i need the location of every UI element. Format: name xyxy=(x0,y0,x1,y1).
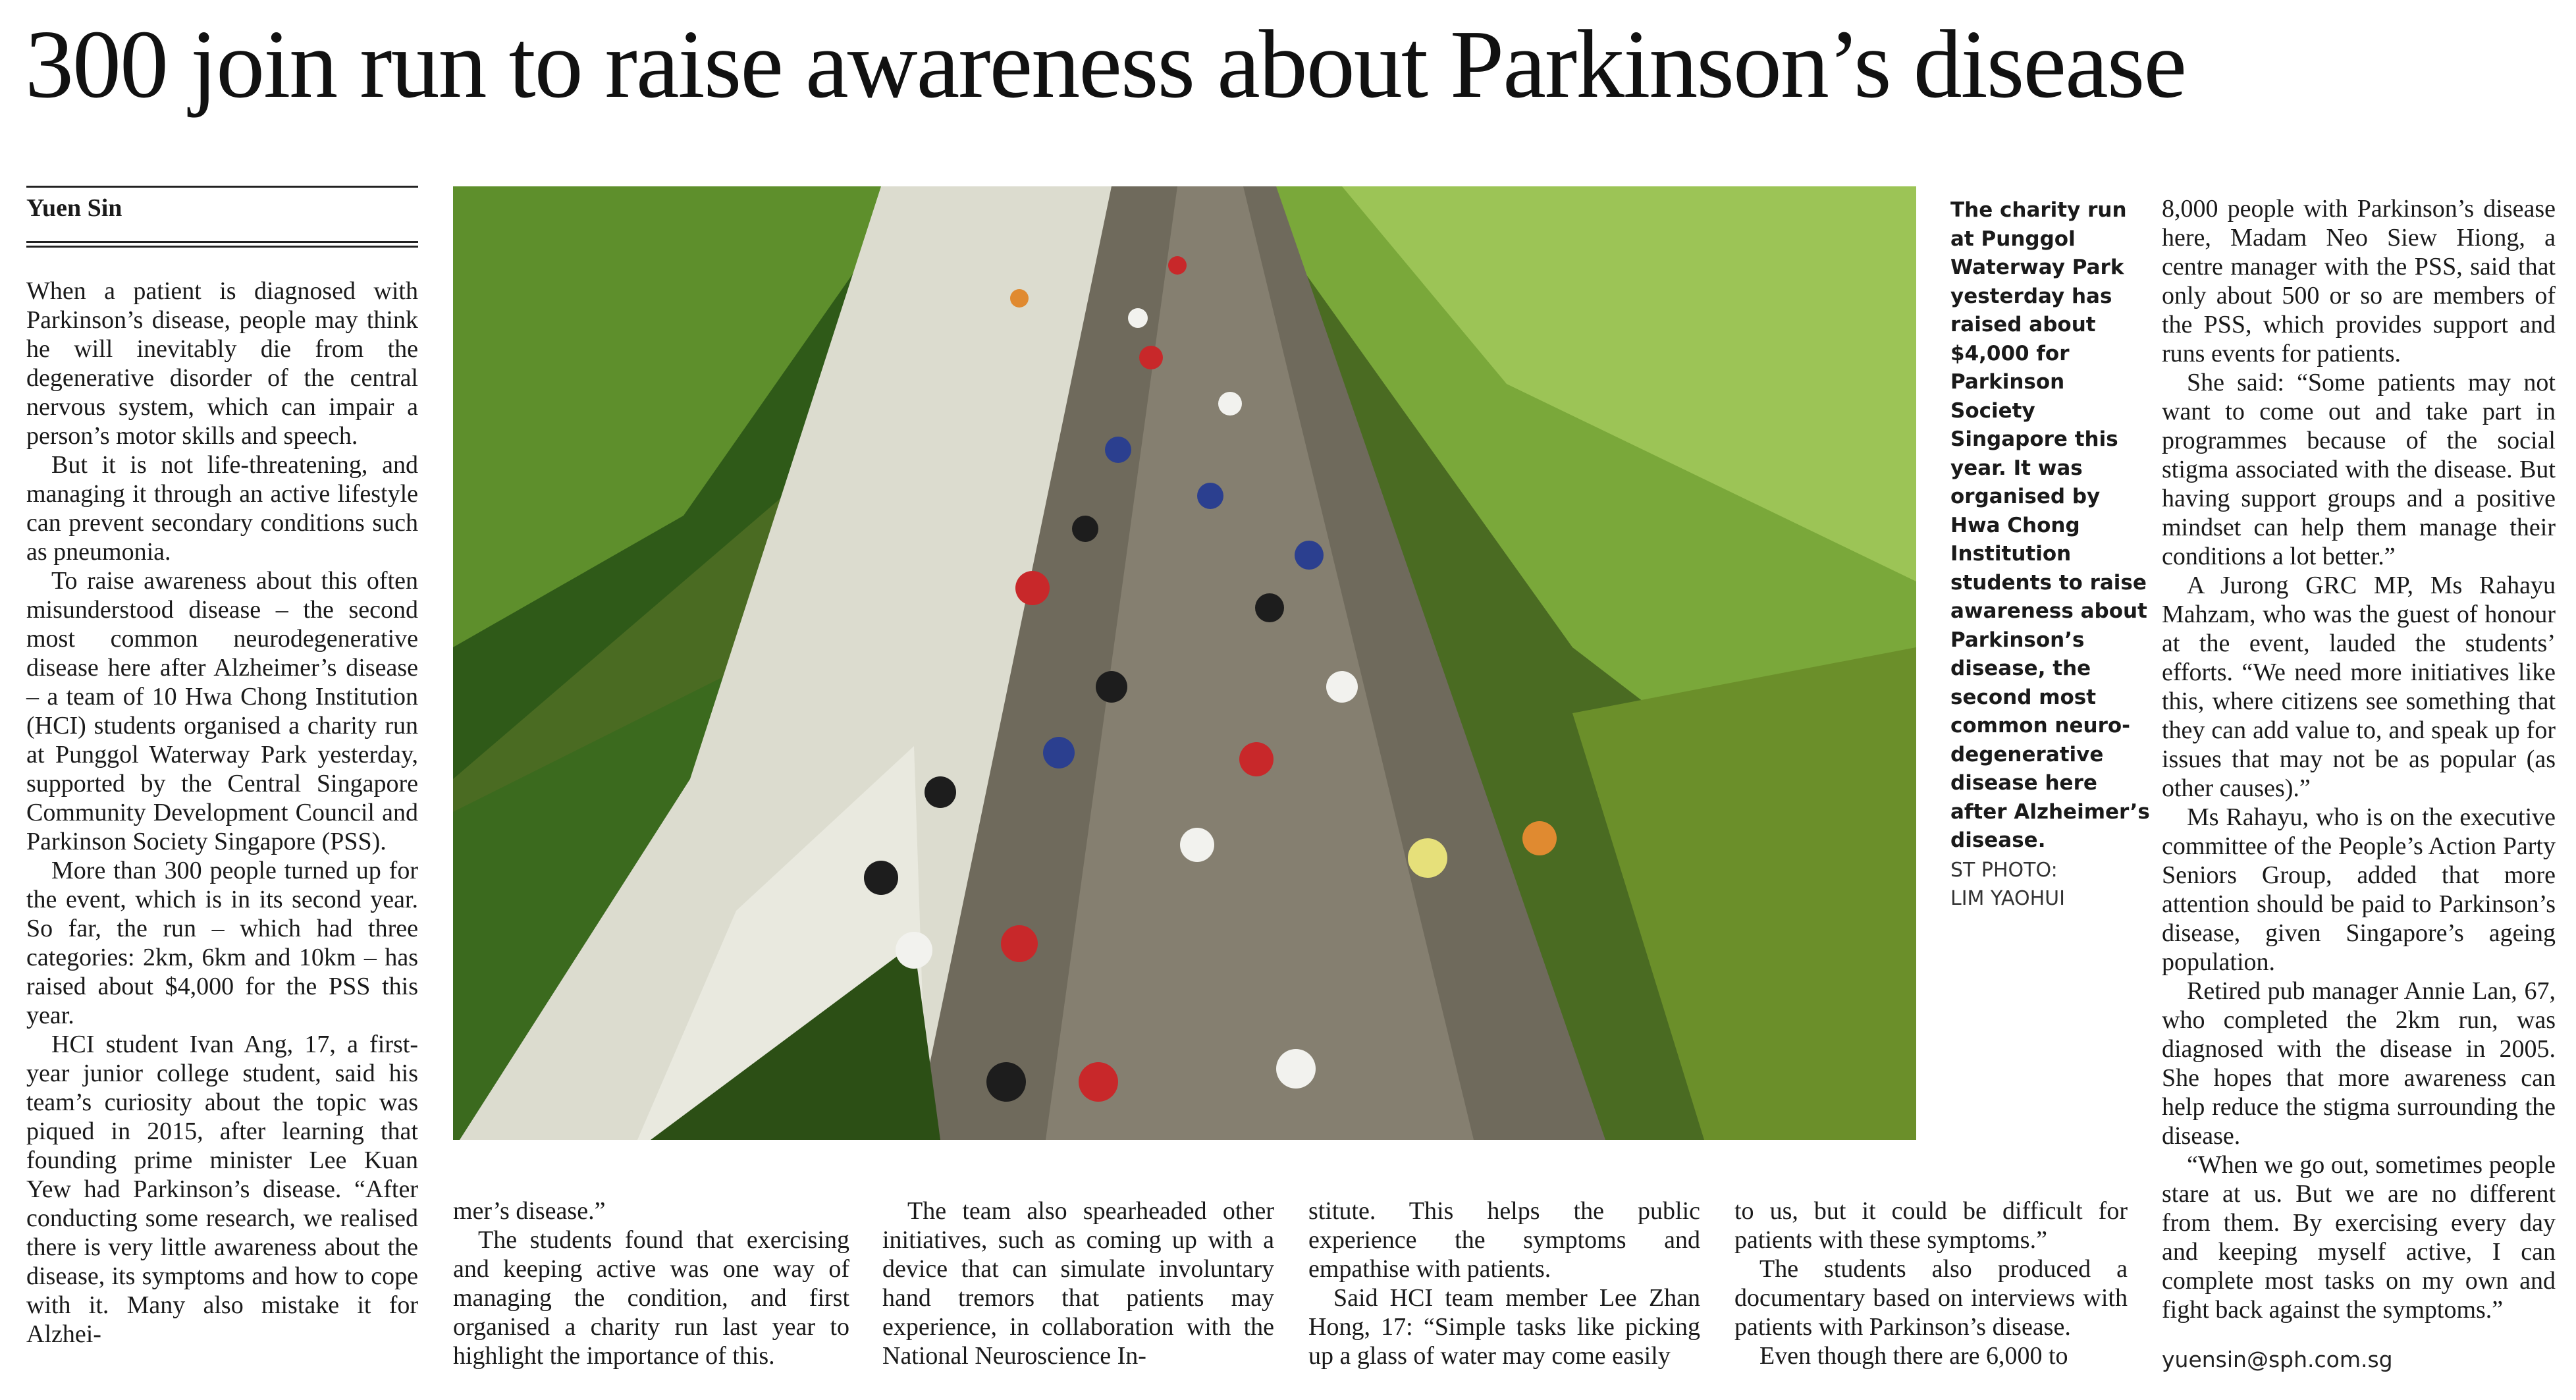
paragraph: When a patient is diagnosed with Parkinson’s disease, people may think he will inevitably die from the degenerative disorder of the central nervous system, which can impair a person’s motor skills and speech. xyxy=(26,277,418,450)
paragraph: “When we go out, sometimes people stare at us. But we are no different from them. By exercising every day and keeping myself active, I can complete most tasks on my own and fight back against the symptoms.” xyxy=(2162,1151,2556,1324)
runners-photo-illustration xyxy=(453,186,1916,1140)
event-photo xyxy=(453,186,1916,1140)
paragraph: stitute. This helps the public experience the symptoms and empathise with patients. xyxy=(1308,1197,1700,1283)
paragraph: The team also spearheaded other initiatives, such as coming up with a device that can simulate involuntary hand tremors that patients may experience, in collaboration with the National Neuroscience In- xyxy=(882,1197,1274,1370)
paragraph: More than 300 people turned up for the event, which is in its second year. So far, the run – which had three categories: 2km, 6km and 10km – has raised about $4,000 for the PSS this year. xyxy=(26,857,418,1029)
paragraph: Retired pub manager Annie Lan, 67, who completed the 2km run, was diagnosed with the disease in 2005. She hopes that more awareness can help reduce the stigma surrounding the disease. xyxy=(2162,977,2556,1150)
author-email: yuensin@sph.com.sg xyxy=(2162,1347,2393,1372)
article-column-3 xyxy=(882,1197,1274,1370)
paragraph: to us, but it could be difficult for patients with these symptoms.” xyxy=(1734,1197,2128,1254)
photo-credit-label: ST PHOTO: xyxy=(1950,859,2058,882)
article-column-1 xyxy=(26,277,418,1349)
paragraph: mer’s disease.” xyxy=(453,1197,606,1225)
byline: Yuen Sin xyxy=(26,194,122,222)
byline-bottom-rule-2 xyxy=(26,246,418,248)
paragraph: A Jurong GRC MP, Ms Rahayu Mahzam, who was the guest of honour at the event, lauded the students’ efforts. “We need more initiatives like this, where citizens see something that they can add value to, and speak up for issues that may not be as popular (as other causes).” xyxy=(2162,572,2556,802)
article-column-6 xyxy=(2162,194,2556,1324)
paragraph: To raise awareness about this often misunderstood disease – the second most common neurodegenerative disease here after Alzheimer’s disease – a team of 10 Hwa Chong Institution (HCI) students organised a charity run at Punggol Waterway Park yesterday, supported by the Central Singapore Community Development Council and Parkinson Society Singapore (PSS). xyxy=(26,567,418,855)
headline: 300 join run to raise awareness about Parkinson’s disease xyxy=(25,11,2186,119)
byline-top-rule xyxy=(26,186,418,188)
paragraph: Even though there are 6,000 to xyxy=(1759,1342,2068,1370)
paragraph: 8,000 people with Parkinson’s disease here, Madam Neo Siew Hiong, a centre manager with the PSS, said that only about 500 or so are members of the PSS, which provides support and runs events for patients. xyxy=(2162,195,2556,367)
byline-bottom-rule xyxy=(26,241,418,243)
paragraph: But it is not life-threatening, and managing it through an active lifestyle can prevent secondary conditions such as pneumonia. xyxy=(26,451,418,566)
photo-credit-name: LIM YAOHUI xyxy=(1950,887,2065,910)
photo-caption: The charity run at Punggol Waterway Park yesterday has raised about $4,000 for Parkinson Society Singapore this year. It was organised by Hwa Chong Institution students to raise awareness about Parkinson’s disease, the second most common neuro-degenerative disease here after Alzheimer’s disease. xyxy=(1950,198,2150,852)
article-column-4 xyxy=(1308,1197,1700,1370)
paragraph: HCI student Ivan Ang, 17, a first-year junior college student, said his team’s curiosity about the topic was piqued in 2015, after learning that founding prime minister Lee Kuan Yew had Parkinson’s disease. “After conducting some research, we realised there is very little awareness about the disease, its symptoms and how to cope with it. Many also mistake it for Alzhei- xyxy=(26,1031,418,1348)
paragraph: Ms Rahayu, who is on the executive committee of the People’s Action Party Seniors Group, added that more attention should be paid to Parkinson’s disease, given Singapore’s ageing population. xyxy=(2162,803,2556,976)
paragraph: Said HCI team member Lee Zhan Hong, 17: “Simple tasks like picking up a glass of water may come easily xyxy=(1308,1284,1700,1370)
paragraph: The students found that exercising and keeping active was one way of managing the condition, and first organised a charity run last year to highlight the importance of this. xyxy=(453,1226,849,1370)
article-column-5 xyxy=(1734,1197,2128,1370)
paragraph: She said: “Some patients may not want to come out and take part in programmes because of the social stigma associated with the disease. But having support groups and a positive mindset can help them manage their conditions a lot better.” xyxy=(2162,369,2556,570)
paragraph: The students also produced a documentary based on interviews with patients with Parkinson’s disease. xyxy=(1734,1255,2128,1341)
article-column-2 xyxy=(453,1197,849,1370)
